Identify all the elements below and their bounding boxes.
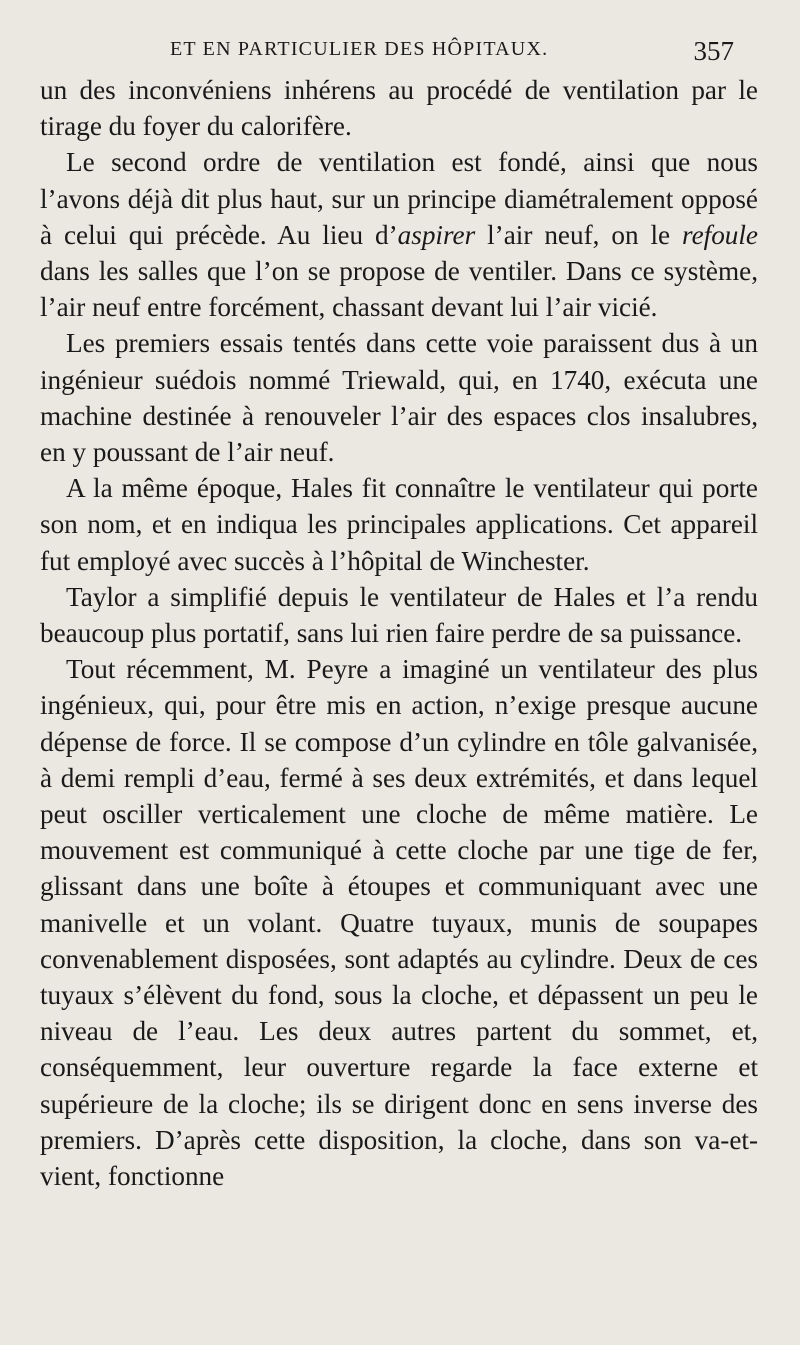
paragraph-1-text: un des inconvéniens inhérens au procédé de ventilation par le tirage du foyer du calorifère. — [40, 75, 758, 142]
paragraph-4 — [40, 470, 758, 579]
paragraph-5 — [40, 579, 758, 651]
paragraph-3-text: Les premiers essais tentés dans cette voie paraissent dus à un ingénieur suédois nommé Triewald, qui, en 1740, exécuta une machine destinée à renouveler l’air des espaces clos insalubres, en y poussant de l’air neuf. — [40, 328, 758, 468]
paragraph-6-text: Tout récemment, M. Peyre a imaginé un ventilateur des plus ingénieux, qui, pour être mis en action, n’exige presque aucune dépense de force. Il se compose d’un cylindre en tôle galvanisée, à demi rempli d’eau, fermé à ses deux extrémités, et dans lequel peut osciller verticalement une cloche de même matière. Le mouvement est communiqué à cette cloche par une tige de fer, glissant dans une boîte à étoupes et communiquant avec une manivelle et un volant. Quatre tuyaux, munis de soupapes convenablement disposées, sont adaptés au cylindre. Deux de ces tuyaux s’élèvent du fond, sous la cloche, et dépassent un peu le niveau de l’eau. Les deux autres partent du sommet, et, conséquemment, leur ouverture regarde la face externe et supérieure de la cloche; ils se dirigent donc en sens inverse des premiers. D’après cette disposition, la cloche, dans son va-et-vient, fonctionne — [40, 654, 758, 1192]
paragraph-2-text-b: l’air neuf, on le — [475, 219, 682, 250]
paragraph-1 — [40, 72, 758, 144]
paragraph-4-text: A la même époque, Hales fit connaître le ventilateur qui porte son nom, et en indiqua les principales applications. Cet appareil fut employé avec succès à l’hôpital de Winchester. — [40, 473, 758, 576]
page-number: 357 — [693, 36, 734, 66]
paragraph-3 — [40, 325, 758, 470]
paragraph-5-text: Taylor a simplifié depuis le ventilateur de Hales et l’a rendu beaucoup plus portatif, sans lui rien faire perdre de sa puissance. — [40, 581, 758, 649]
paragraph-2-text-a: Le second ordre de ventilation est fondé, ainsi que nous l’avons déjà dit plus haut, sur un principe diamétralement opposé à celui qui précède. Au lieu d’ — [40, 147, 758, 250]
running-head: ET EN PARTICULIER DES HÔPITAUX. — [170, 38, 549, 60]
page-header — [0, 36, 800, 66]
emphasis-aspirer: aspirer — [397, 219, 476, 250]
page-body — [40, 72, 758, 1194]
paragraph-2 — [40, 144, 758, 325]
paragraph-6 — [40, 651, 758, 1194]
emphasis-refoule: refoule — [682, 219, 758, 250]
paragraph-2-text-c: dans les salles que l’on se propose de ventiler. Dans ce système, l’air neuf entre forcément, chassant devant lui l’air vicié. — [40, 256, 758, 323]
